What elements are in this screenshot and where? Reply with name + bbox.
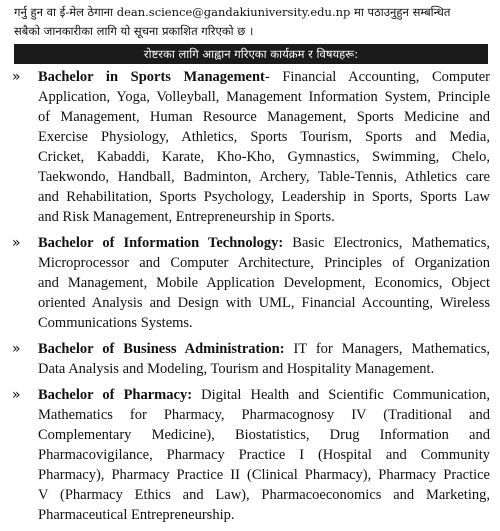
program-title: Bachelor of Pharmacy: [38, 387, 193, 403]
program-line: Mathematics for Pharmacy, Pharmacognosy IV (Traditional and [38, 407, 490, 423]
program-item [0, 339, 500, 379]
program-line [38, 385, 490, 405]
program-line: and Rehabilitation, Sports Psychology, Leadership in Sports, Sports Law [38, 189, 490, 205]
bullet-icon: » [12, 341, 21, 357]
intro-text-pre: गर्नु हुन वा ई-मेल ठेगाना [14, 5, 114, 19]
intro-line-1 [14, 3, 490, 22]
program-title: Bachelor in Sports Management [38, 69, 265, 85]
program-line: Communications Systems. [38, 315, 193, 331]
program-line: Data Analysis and Modeling, Tourism and Hospitality Management. [38, 361, 435, 377]
program-line: of Management, Human Resource Management, Sports Medicine and [38, 109, 490, 125]
intro-line-2: सबैको जानकारीका लागि यो सूचना प्रकाशित गरिएको छ । [14, 24, 254, 38]
program-title: Bachelor of Business Administration: [38, 341, 285, 357]
program-line: Microprocessor and Computer Architecture, Principles of Organization [38, 255, 490, 271]
program-text [38, 339, 490, 379]
section-banner: रोष्टरका लागि आह्वान गरिएका कार्यक्रम र विषयहरू: [14, 44, 488, 64]
program-item [0, 233, 500, 333]
program-line [38, 339, 490, 359]
intro-paragraph [14, 3, 490, 41]
program-line: Pharmaceutical Entrepreneurship. [38, 507, 235, 523]
program-text [38, 67, 490, 227]
program-subjects: - Financial Accounting, Computer [264, 69, 490, 85]
program-line: Cricket, Kabaddi, Karate, Kho-Kho, Gymnastics, Swimming, Chelo, [38, 149, 490, 165]
program-line: Exercise Physiology, Athletics, Sports Tourism, Sports and Media, [38, 129, 490, 145]
program-line: and Risk Management, Entrepreneurship in Sports. [38, 209, 335, 225]
program-item [0, 385, 500, 525]
bullet-icon: » [12, 387, 21, 403]
program-line: Pharmacy), Pharmacy Practice II (Clinical Pharmacy), Pharmacy Practice [38, 467, 490, 483]
program-line: Taekwondo, Handball, Badminton, Archery, Table-Tennis, Athletics care [38, 169, 490, 185]
program-subjects: IT for Managers, Mathematics, [284, 341, 490, 357]
program-item [0, 67, 500, 227]
program-line: and Management, Mobile Application Development, Economics, Object [38, 275, 490, 291]
program-line [38, 67, 490, 87]
program-text [38, 385, 490, 525]
program-line: Pharmacovigilance, Pharmacy Practice I (Hospital and Community [38, 447, 490, 463]
program-subjects: Digital Health and Scientific Communication, [192, 387, 490, 403]
program-text [38, 233, 490, 333]
intro-text-post: मा पठाउनुहुन सम्बन्धित [354, 5, 451, 19]
program-line: Application, Yoga, Volleyball, Management Information System, Principle [38, 89, 490, 105]
bullet-icon: » [12, 69, 21, 85]
program-list [0, 67, 500, 531]
program-title: Bachelor of Information Technology: [38, 235, 284, 251]
program-subjects: Basic Electronics, Mathematics, [283, 235, 490, 251]
program-line: oriented Analysis and Design with UML, Financial Accounting, Wireless [38, 295, 490, 311]
program-line: V (Pharmacy Ethics and Law), Pharmacoeconomics and Marketing, [38, 487, 490, 503]
contact-email[interactable]: dean.science@gandakiuniversity.edu.np [116, 5, 351, 19]
program-line [38, 233, 490, 253]
bullet-icon: » [12, 235, 21, 251]
program-line: Complementary Medicine), Biostatistics, Drug Information and [38, 427, 490, 443]
